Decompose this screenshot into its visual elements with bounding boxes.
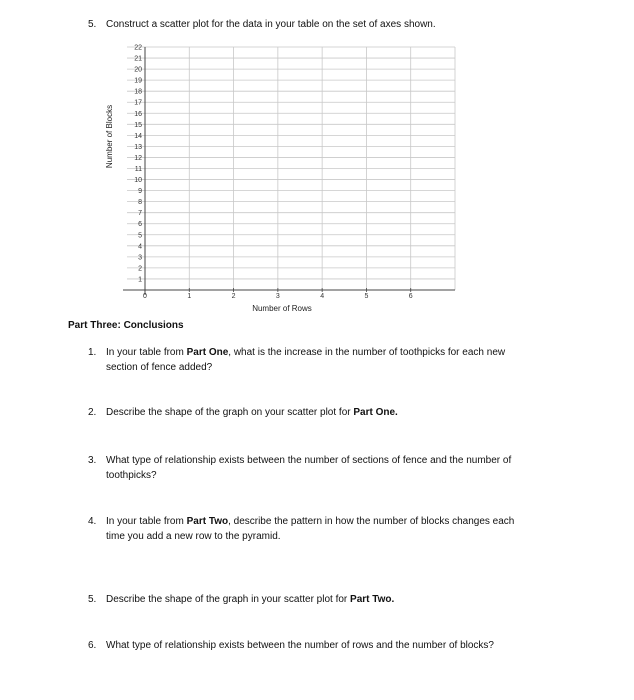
y-tick-label: 3 bbox=[138, 254, 142, 262]
y-tick-label: 7 bbox=[138, 210, 142, 218]
y-tick-label: 21 bbox=[134, 55, 142, 63]
y-tick-label: 17 bbox=[134, 99, 142, 107]
x-tick-label: 4 bbox=[320, 293, 325, 300]
y-tick-label: 4 bbox=[138, 243, 142, 251]
y-tick-label: 11 bbox=[134, 166, 142, 173]
section-title: Part Three: Conclusions bbox=[68, 320, 184, 331]
question-text: In your table from Part One, what is the increase in the number of toothpicks for each new bbox=[106, 347, 506, 358]
y-tick-label: 20 bbox=[134, 66, 142, 74]
question-text: Describe the shape of the graph on your scatter plot for Part One. bbox=[106, 407, 398, 418]
question-number: 5. bbox=[88, 594, 97, 605]
question-number: 4. bbox=[88, 516, 97, 527]
x-tick-label: 6 bbox=[408, 293, 413, 300]
question-number: 2. bbox=[88, 407, 97, 418]
prompt-number: 5. bbox=[88, 19, 97, 30]
y-tick-label: 16 bbox=[134, 110, 142, 118]
y-tick-label: 1 bbox=[138, 276, 142, 284]
x-axis-title: Number of Rows bbox=[252, 304, 312, 313]
x-tick-label: 3 bbox=[275, 293, 280, 300]
question-text: What type of relationship exists between the number of sections of fence and the number of bbox=[106, 455, 512, 466]
question-text: In your table from Part Two, describe the pattern in how the number of blocks changes each bbox=[106, 516, 515, 527]
y-tick-label: 13 bbox=[134, 143, 142, 151]
question-text-line2: time you add a new row to the pyramid. bbox=[106, 531, 281, 542]
y-tick-label: 18 bbox=[134, 88, 142, 96]
y-tick-label: 8 bbox=[138, 199, 142, 207]
question-number: 6. bbox=[88, 640, 97, 651]
question-text: Describe the shape of the graph in your scatter plot for Part Two. bbox=[106, 594, 395, 605]
scatter-plot-axes[interactable] bbox=[0, 0, 634, 320]
x-tick-label: 2 bbox=[231, 293, 236, 300]
y-tick-label: 9 bbox=[138, 188, 142, 196]
y-tick-label: 15 bbox=[134, 121, 142, 129]
x-tick-label: 0 bbox=[143, 293, 147, 300]
y-tick-label: 2 bbox=[138, 265, 142, 273]
y-tick-label: 6 bbox=[138, 221, 142, 229]
question-text-line2: section of fence added? bbox=[106, 362, 213, 373]
question-number: 1. bbox=[88, 347, 97, 358]
y-tick-label: 5 bbox=[138, 232, 142, 240]
x-tick-label: 5 bbox=[364, 293, 369, 300]
question-number: 3. bbox=[88, 455, 97, 466]
y-tick-label: 22 bbox=[134, 44, 142, 52]
prompt-text: Construct a scatter plot for the data in your table on the set of axes shown. bbox=[106, 19, 436, 30]
x-tick-label: 1 bbox=[187, 293, 192, 300]
y-tick-label: 12 bbox=[134, 154, 142, 162]
y-tick-label: 19 bbox=[134, 77, 142, 85]
question-text-line2: toothpicks? bbox=[106, 470, 157, 481]
y-tick-label: 14 bbox=[134, 132, 142, 140]
question-text: What type of relationship exists between the number of rows and the number of blocks? bbox=[106, 640, 494, 651]
y-axis-title: Number of Blocks bbox=[105, 104, 114, 169]
y-tick-label: 10 bbox=[134, 177, 142, 185]
